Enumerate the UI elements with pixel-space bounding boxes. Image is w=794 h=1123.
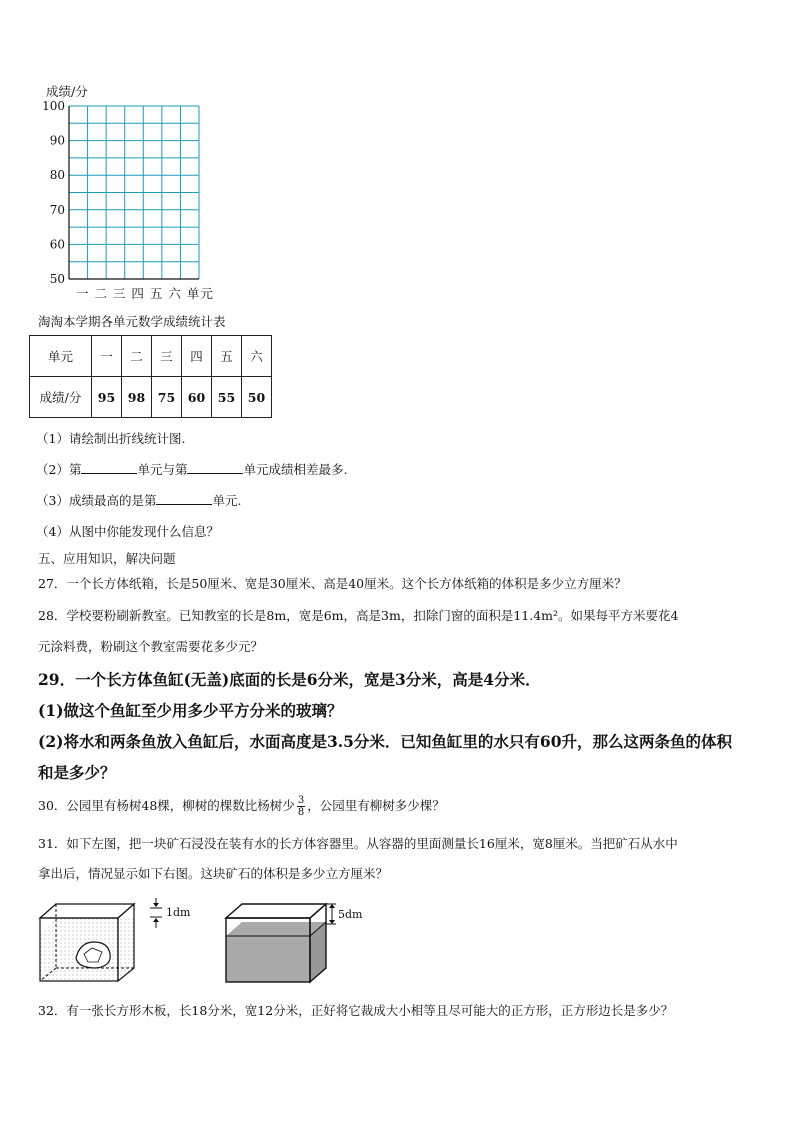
table-cell: 95 [92,377,122,418]
question-1: （1）请绘制出折线统计图. [36,431,186,446]
table-cell: 二 [122,336,152,377]
problem-29-line-2: (1)做这个鱼缸至少用多少平方分米的玻璃？ [38,701,343,720]
y-tick-label: 70 [49,202,65,217]
y-tick-label: 60 [49,237,65,252]
problem-30-part-b: ，公园里有柳树多少棵？ [307,798,445,813]
table-cell: 三 [152,336,182,377]
question-3-part-a: （3）成绩最高的是第 [36,493,157,508]
score-grid-chart [38,80,228,300]
table-row [30,336,272,377]
problem-31-line-1: 31．如下左图，把一块矿石浸没在装有水的长方体容器里。从容器的里面测量长16厘米，宽8厘米。当把矿石从水中 [38,836,678,851]
table-cell: 五 [212,336,242,377]
y-tick-label: 80 [49,168,65,183]
table-header-unit: 单元 [30,336,92,377]
table-cell: 55 [212,377,242,418]
table-row [30,377,272,418]
problem-29-line-4: 和是多少？ [38,763,116,782]
figure-right-label: 5dm [338,908,363,921]
table-cell: 六 [242,336,272,377]
problem-31-line-2: 拿出后，情况显示如下右图。这块矿石的体积是多少立方厘米？ [38,866,389,881]
grid-lines [69,106,199,279]
x-axis-labels: 一 二 三 四 五 六 单元 [76,286,214,301]
table-cell: 四 [182,336,212,377]
answer-blank[interactable] [156,492,212,505]
problem-30 [38,795,445,818]
problem-28-line-1: 28．学校要粉刷新教室。已知教室的长是8m，宽是6m，高是3m，扣除门窗的面积是11.4m²。如果每平方米要花4 [38,608,679,623]
answer-blank[interactable] [187,461,243,474]
figure-left-label: 1dm [166,906,191,919]
problem-32: 32．有一张长方形木板，长18分米，宽12分米，正好将它裁成大小相等且尽可能大的正方形，正方形边长是多少？ [38,1003,674,1018]
question-4: （4）从图中你能发现什么信息？ [36,524,219,539]
question-2-part-b: 单元与第 [137,462,188,477]
fraction-numerator: 3 [297,795,305,806]
table-caption: 淘淘本学期各单元数学成绩统计表 [38,314,226,329]
table-cell: 60 [182,377,212,418]
question-2-part-a: （2）第 [36,462,82,477]
problem-27: 27．一个长方体纸箱，长是50厘米、宽是30厘米、高是40厘米。这个长方体纸箱的体积是多少立方厘米？ [38,576,627,591]
y-tick-label: 100 [42,99,65,113]
table-cell: 一 [92,336,122,377]
fraction-denominator: 8 [297,807,305,818]
question-2 [36,460,347,478]
problem-30-part-a: 30．公园里有杨树48棵，柳树的棵数比杨树少 [38,798,295,813]
question-2-part-c: 单元成绩相差最多. [243,462,348,477]
y-axis-label: 成绩/分 [46,84,88,99]
section-heading: 五、应用知识，解决问题 [38,551,176,566]
table-cell: 98 [122,377,152,418]
y-tick-label: 50 [49,272,65,286]
problem-29-line-3: (2)将水和两条鱼放入鱼缸后，水面高度是3.5分米．已知鱼缸里的水只有60升，那么这两条鱼的体积 [38,732,732,751]
question-3-part-b: 单元. [212,493,242,508]
table-cell: 75 [152,377,182,418]
table-cell: 50 [242,377,272,418]
table-header-score: 成绩/分 [30,377,92,418]
question-3 [36,491,241,509]
y-tick-labels [42,99,65,286]
problem-29-line-1: 29．一个长方体鱼缸(无盖)底面的长是6分米，宽是3分米，高是4分米． [38,670,541,689]
y-tick-label: 90 [49,133,65,148]
problem-28-line-2: 元涂料费，粉刷这个教室需要花多少元？ [38,639,264,654]
score-table [29,335,272,418]
answer-blank[interactable] [81,461,137,474]
fraction [297,795,305,818]
